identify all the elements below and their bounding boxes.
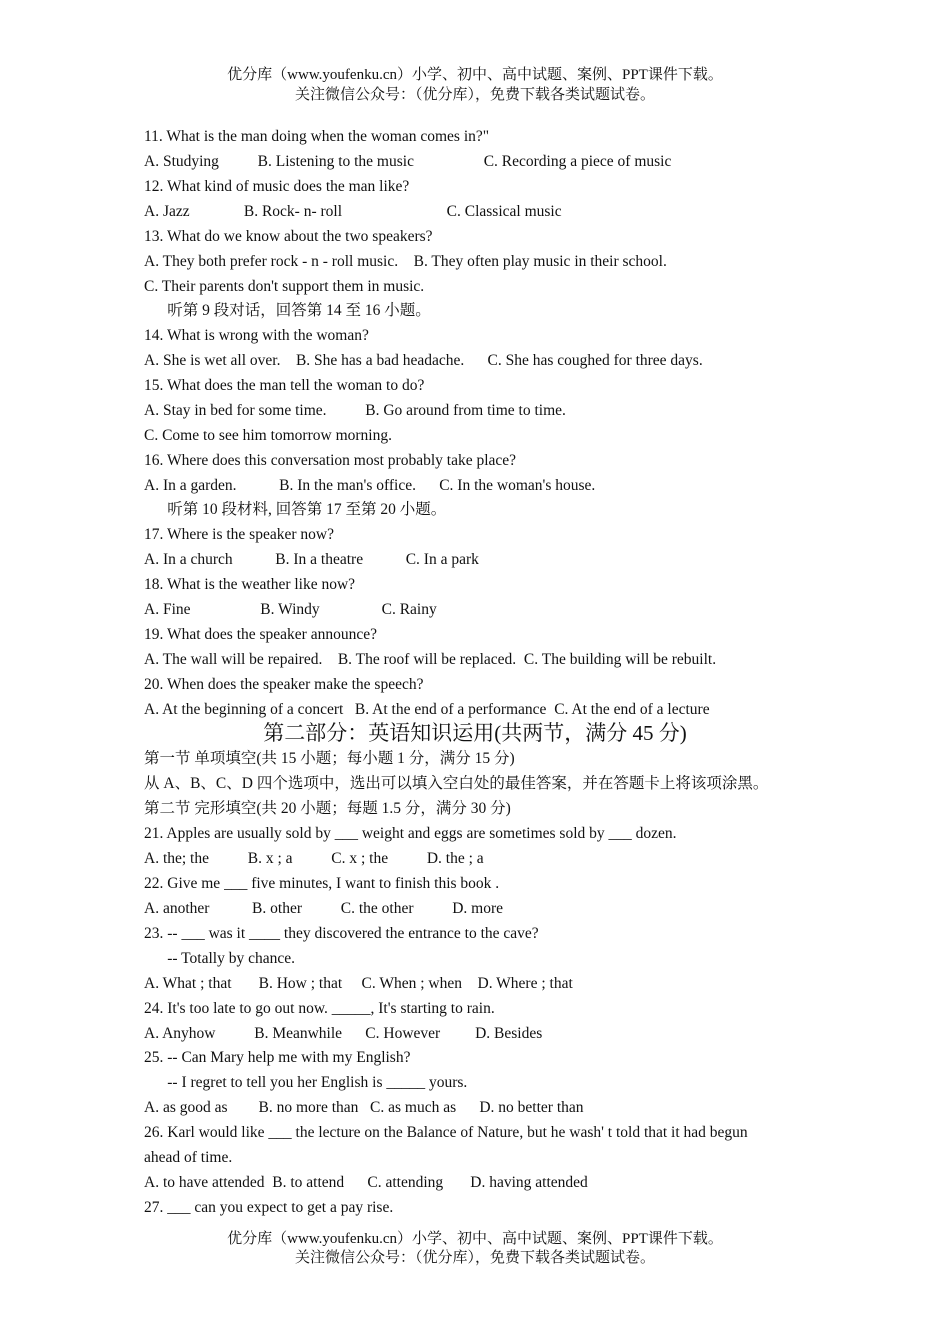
- section2-heading: 第二节 完形填空(共 20 小题；每题 1.5 分，满分 30 分): [144, 800, 511, 817]
- question-12: 12. What kind of music does the man like?: [144, 178, 410, 195]
- section-instruction-10: 听第 10 段材料, 回答第 17 至第 20 小题。: [144, 501, 447, 518]
- part2-title: 第二部分：英语知识运用(共两节，满分 45 分): [263, 721, 687, 745]
- question-16: 16. Where does this conversation most probably take place?: [144, 452, 517, 469]
- question-19: 19. What does the speaker announce?: [144, 626, 377, 643]
- options-13-ab: A. They both prefer rock - n - roll music. B. They often play music in their school.: [144, 253, 667, 270]
- options-11: A. Studying B. Listening to the music C. Recording a piece of music: [144, 153, 672, 170]
- options-16: A. In a garden. B. In the man's office. C. In the woman's house.: [144, 477, 596, 494]
- question-20: 20. When does the speaker make the speech?: [144, 676, 424, 693]
- question-15: 15. What does the man tell the woman to do?: [144, 377, 425, 394]
- options-19: A. The wall will be repaired. B. The roof will be replaced. C. The building will be rebuilt.: [144, 651, 717, 668]
- options-21: A. the; the B. x ; a C. x ; the D. the ; a: [144, 850, 484, 867]
- question-25: 25. -- Can Mary help me with my English?: [144, 1049, 411, 1066]
- options-18: A. Fine B. Windy C. Rainy: [144, 601, 437, 618]
- options-26: A. to have attended B. to attend C. attending D. having attended: [144, 1174, 588, 1191]
- question-22: 22. Give me ___ five minutes, I want to finish this book .: [144, 875, 500, 892]
- question-13: 13. What do we know about the two speakers?: [144, 228, 433, 245]
- question-17: 17. Where is the speaker now?: [144, 526, 334, 543]
- question-18: 18. What is the weather like now?: [144, 576, 356, 593]
- question-26: 26. Karl would like ___ the lecture on the Balance of Nature, but he wash' t told that it had begun: [144, 1124, 748, 1141]
- question-25-reply: -- I regret to tell you her English is _____ yours.: [144, 1074, 468, 1091]
- section1-heading: 第一节 单项填空(共 15 小题；每小题 1 分，满分 15 分): [144, 750, 515, 767]
- options-15-ab: A. Stay in bed for some time. B. Go around from time to time.: [144, 402, 566, 419]
- section1-instruction: 从 A、B、C、D 四个选项中，选出可以填入空白处的最佳答案，并在答题卡上将该项涂黑。: [144, 775, 769, 792]
- options-12: A. Jazz B. Rock- n- roll C. Classical music: [144, 203, 562, 220]
- options-13-c: C. Their parents don't support them in music.: [144, 278, 425, 295]
- question-21: 21. Apples are usually sold by ___ weight and eggs are sometimes sold by ___ dozen.: [144, 825, 677, 842]
- question-11: 11. What is the man doing when the woman comes in?": [144, 128, 490, 145]
- options-14: A. She is wet all over. B. She has a bad headache. C. She has coughed for three days.: [144, 352, 703, 369]
- options-15-c: C. Come to see him tomorrow morning.: [144, 427, 392, 444]
- question-27: 27. ___ can you expect to get a pay rise.: [144, 1199, 394, 1216]
- options-20: A. At the beginning of a concert B. At the end of a performance C. At the end of a lecture: [144, 701, 710, 718]
- footer-line-1: 优分库（www.youfenku.cn）小学、初中、高中试题、案例、PPT课件下载。: [227, 1231, 723, 1247]
- header-line-2: 关注微信公众号：（优分库），免费下载各类试题试卷。: [294, 87, 655, 103]
- options-23: A. What ; that B. How ; that C. When ; when D. Where ; that: [144, 975, 573, 992]
- options-17: A. In a church B. In a theatre C. In a park: [144, 551, 479, 568]
- question-23-reply: -- Totally by chance.: [144, 950, 295, 967]
- question-26-cont: ahead of time.: [144, 1149, 233, 1166]
- section-instruction-9: 听第 9 段对话，回答第 14 至 16 小题。: [144, 302, 431, 319]
- question-14: 14. What is wrong with the woman?: [144, 327, 369, 344]
- options-24: A. Anyhow B. Meanwhile C. However D. Besides: [144, 1025, 543, 1042]
- footer-line-2: 关注微信公众号：（优分库），免费下载各类试题试卷。: [294, 1250, 655, 1266]
- options-25: A. as good as B. no more than C. as much as D. no better than: [144, 1099, 584, 1116]
- question-24: 24. It's too late to go out now. _____, It's starting to rain.: [144, 1000, 495, 1017]
- header-line-1: 优分库（www.youfenku.cn）小学、初中、高中试题、案例、PPT课件下载。: [227, 67, 723, 83]
- question-23: 23. -- ___ was it ____ they discovered the entrance to the cave?: [144, 925, 539, 942]
- options-22: A. another B. other C. the other D. more: [144, 900, 504, 917]
